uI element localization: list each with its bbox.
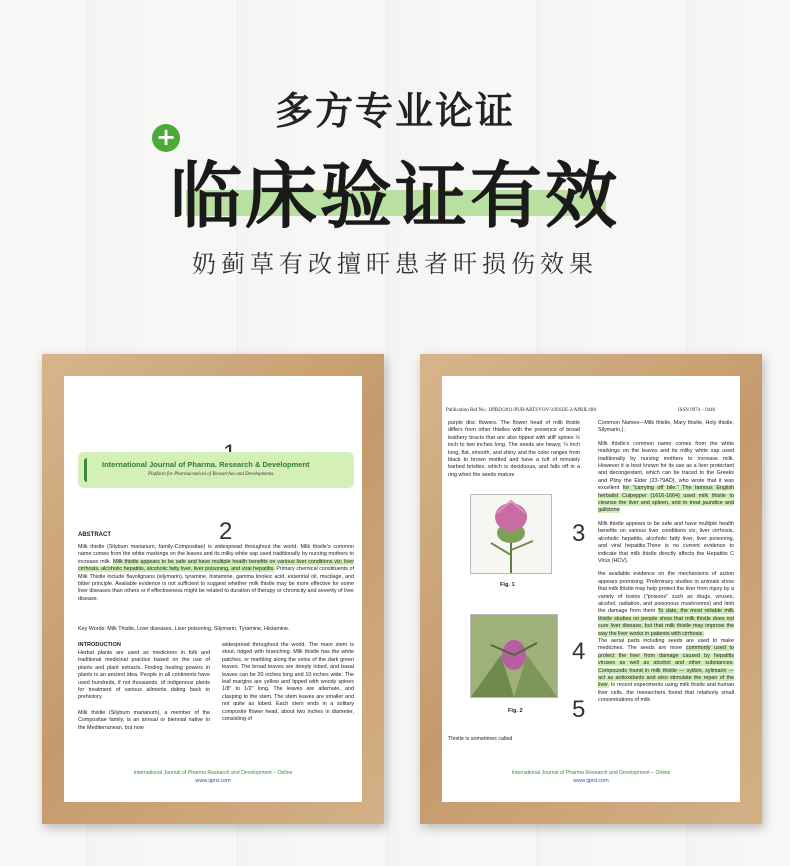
fig2-thistle-image	[470, 614, 558, 698]
fig1-thistle-image	[470, 494, 552, 574]
col2-p3: the available evidence on the mechanisms of action appears promising. Preliminary studies in animals show that milk thistle may help protect the liver from injury by a variety of toxins ("poisons" such as drugs, viruses, alcohol, radiation, and poisonous mushrooms) and limit the damage from them	[598, 571, 734, 615]
right-footer-url: www.ijprd.com	[573, 778, 609, 784]
abstract-text: Milk thistle (Silybum marianum, family-Compositae) is widespread throughout the world. Milk thistle's common name comes from the white markings on the leaves and its milky white sap used traditionally by nursing mothers to increase milk.	[78, 544, 354, 565]
common-names: Common Names—Milk thistle, Mary thistle, Holy thistle, Silymarin,).	[598, 420, 734, 434]
main-title: 临床验证有效	[169, 154, 620, 238]
fig2-caption: Fig. 2	[508, 708, 523, 714]
thistle-flower-icon	[471, 495, 551, 573]
col2-highlight-2: To date, the most reliable milk thistle studies on people show that milk thistle does not cure liver disease, but that milk thistle may improve the way the liver works in patients with cirrhosis.	[598, 608, 734, 637]
fig1-caption: Fig. 1	[500, 582, 515, 588]
left-footer-journal: International Journal of Pharma Research and Development – Online	[133, 770, 293, 776]
col2-paragraph-3	[598, 571, 734, 638]
journal-banner	[78, 452, 354, 488]
right-footer-journal: International Journal of Pharma Research and Development – Online	[511, 770, 671, 776]
intro-heading: INTRODUCTION	[78, 642, 121, 648]
journal-subtitle: Platform for Pharmaceutical of Researches and Developments	[148, 472, 274, 477]
plus-icon: +	[152, 124, 180, 152]
col2-p1: Milk thistle's common name comes from the white markings on the leaves and its milky white sap used traditionally by nursing mothers to increase milk. However it is best known for its use as a liver protectant and decongestant, which can be traced to the Greeks and Pliny the Elder (23-79AD), who wrote that it was excellent	[598, 440, 734, 492]
marker-5: 5	[572, 696, 586, 723]
marker-2: 2	[219, 518, 233, 545]
abstract-heading: ABSTRACT	[78, 532, 111, 538]
left-footer-url: www.ijprd.com	[195, 778, 231, 784]
thistle-plant-icon	[471, 615, 557, 697]
journal-logo-icon	[84, 458, 99, 482]
col1-end: Thistle is sometimes called	[448, 736, 513, 742]
intro-body: Herbal plants are used as medicines in folk and traditional medicinal practice based on the use of plants and plant extracts. Finding healing powers in plants is an ancient idea. People in all continents have used hundreds, if not thousands, of indigenous plants for treatment of various ailments dating back to prehistory.	[78, 650, 210, 701]
abstract-body	[78, 544, 354, 603]
col2-highlight-1: for "carrying off bile." The famous English herbalist Culpepper (1616-1664) used milk thistle to cleanse the liver and spleen, and to treat jaundice and gallstone	[598, 485, 734, 514]
col2-paragraph-1	[598, 441, 734, 515]
keywords: Key Words: Milk Thistle, Liver diseases, Liver poisoning, Silymarin, Tyramine, Histamine.	[78, 626, 290, 632]
col2-body	[598, 420, 734, 705]
tagline: 奶蓟草有改擅旰患者旰损伤效果	[192, 250, 598, 278]
marker-4: 4	[572, 638, 586, 665]
right-column-body: widespread throughout the world. The main stem is stout, ridged with branching. Milk thistle has the white patches, or marbling along the veins of the dark green leaves. The broad leaves are deeply lobed, and basal leaves can be 20 inches long and 10 inches wide. The leaf margins are yellow and tipped with woody spines 1/8" to 1/2" long. The leaves are alternate, and clasping to the stem. The stem leaves are smaller and not quite as lobed. Each stem ends in a solitary composite flower head, about two inches in diameter, consisting of	[222, 642, 354, 723]
issn: ISSN 0974 – 9446	[678, 408, 716, 413]
abstract-text-2: Primary chemical constituents of Milk Thistle include flavolignans (silymarin), tyramine, histamine, gamma linoleic acid, essential oil, mucilage, and bitter principle. Available evidence is not sufficient to suggest whether milk thistle may be more effective for some liver diseases than others or if effectiveness might be related to duration of therapy or chronicity and severity of liver disease.	[78, 566, 354, 602]
right-document	[442, 376, 740, 802]
intro-body-2: Milk thistle (Silybum marianum), a member of the Compositae family, is an annual or biennial native to the Mediterranean, but now	[78, 710, 210, 731]
publication-ref: Publication Ref No.: IJPRD/2011/PUB/ARTI/VOV-3/ISSUE-2/APRIL/001	[446, 408, 598, 413]
journal-title: International Journal of Pharma. Research & Development	[102, 460, 310, 469]
marker-3: 3	[572, 520, 586, 547]
col2-p4: The aerial parts including seeds are used to make medicines. The seeds are more	[598, 637, 734, 652]
left-document	[64, 376, 362, 802]
abstract-highlight: Milk thistle appears to be safe and have multiple health benefits on various liver conditions viz; liver cirrhosis, alcoholic hepatitis, alcoholic fatty liver, liver poisoning, and viral hepatitis.	[78, 558, 355, 573]
left-picture-frame	[42, 354, 384, 824]
col2-p5: In recent experiments using milk thistle and human liver cells, the researchers found that relatively small concentrations of milk	[598, 682, 735, 704]
section-subtitle: 多方专业论证	[274, 89, 515, 133]
col1-text: purple disc flowers. The flower head of milk thistle differs from other thistles with the presence of broad leathery bracts that are also tipped with stiff spines ½ inch to two inches long. The seeds are heavy, ¼ inch long, flat, smooth, and shiny and the color ranges from black to brown mottled and have a tuft of minutely barbed bristles, which is deciduous, and falls off in a ring when the seeds mature	[448, 420, 580, 478]
col2-paragraph-4	[598, 638, 734, 705]
col2-highlight-3: commonly used to protect the liver from damage caused by hepatitis viruses as well as alcohol and other substances. Compounds found in milk thistle — sylibin, sylimarin — act as antioxidants and also stimulate the repair of the liver.	[598, 645, 735, 689]
col2-paragraph-2: Milk thistle appears to be safe and have multiple health benefits on various liver conditions viz; liver cirrhosis, alcoholic hepatitis, alcoholic fatty liver, liver poisoning, and viral hepatitis.There is no current evidence to indicate that milk thistle directly affects the Hepatitis C Virus (HCV).	[598, 520, 734, 564]
right-picture-frame	[420, 354, 762, 824]
